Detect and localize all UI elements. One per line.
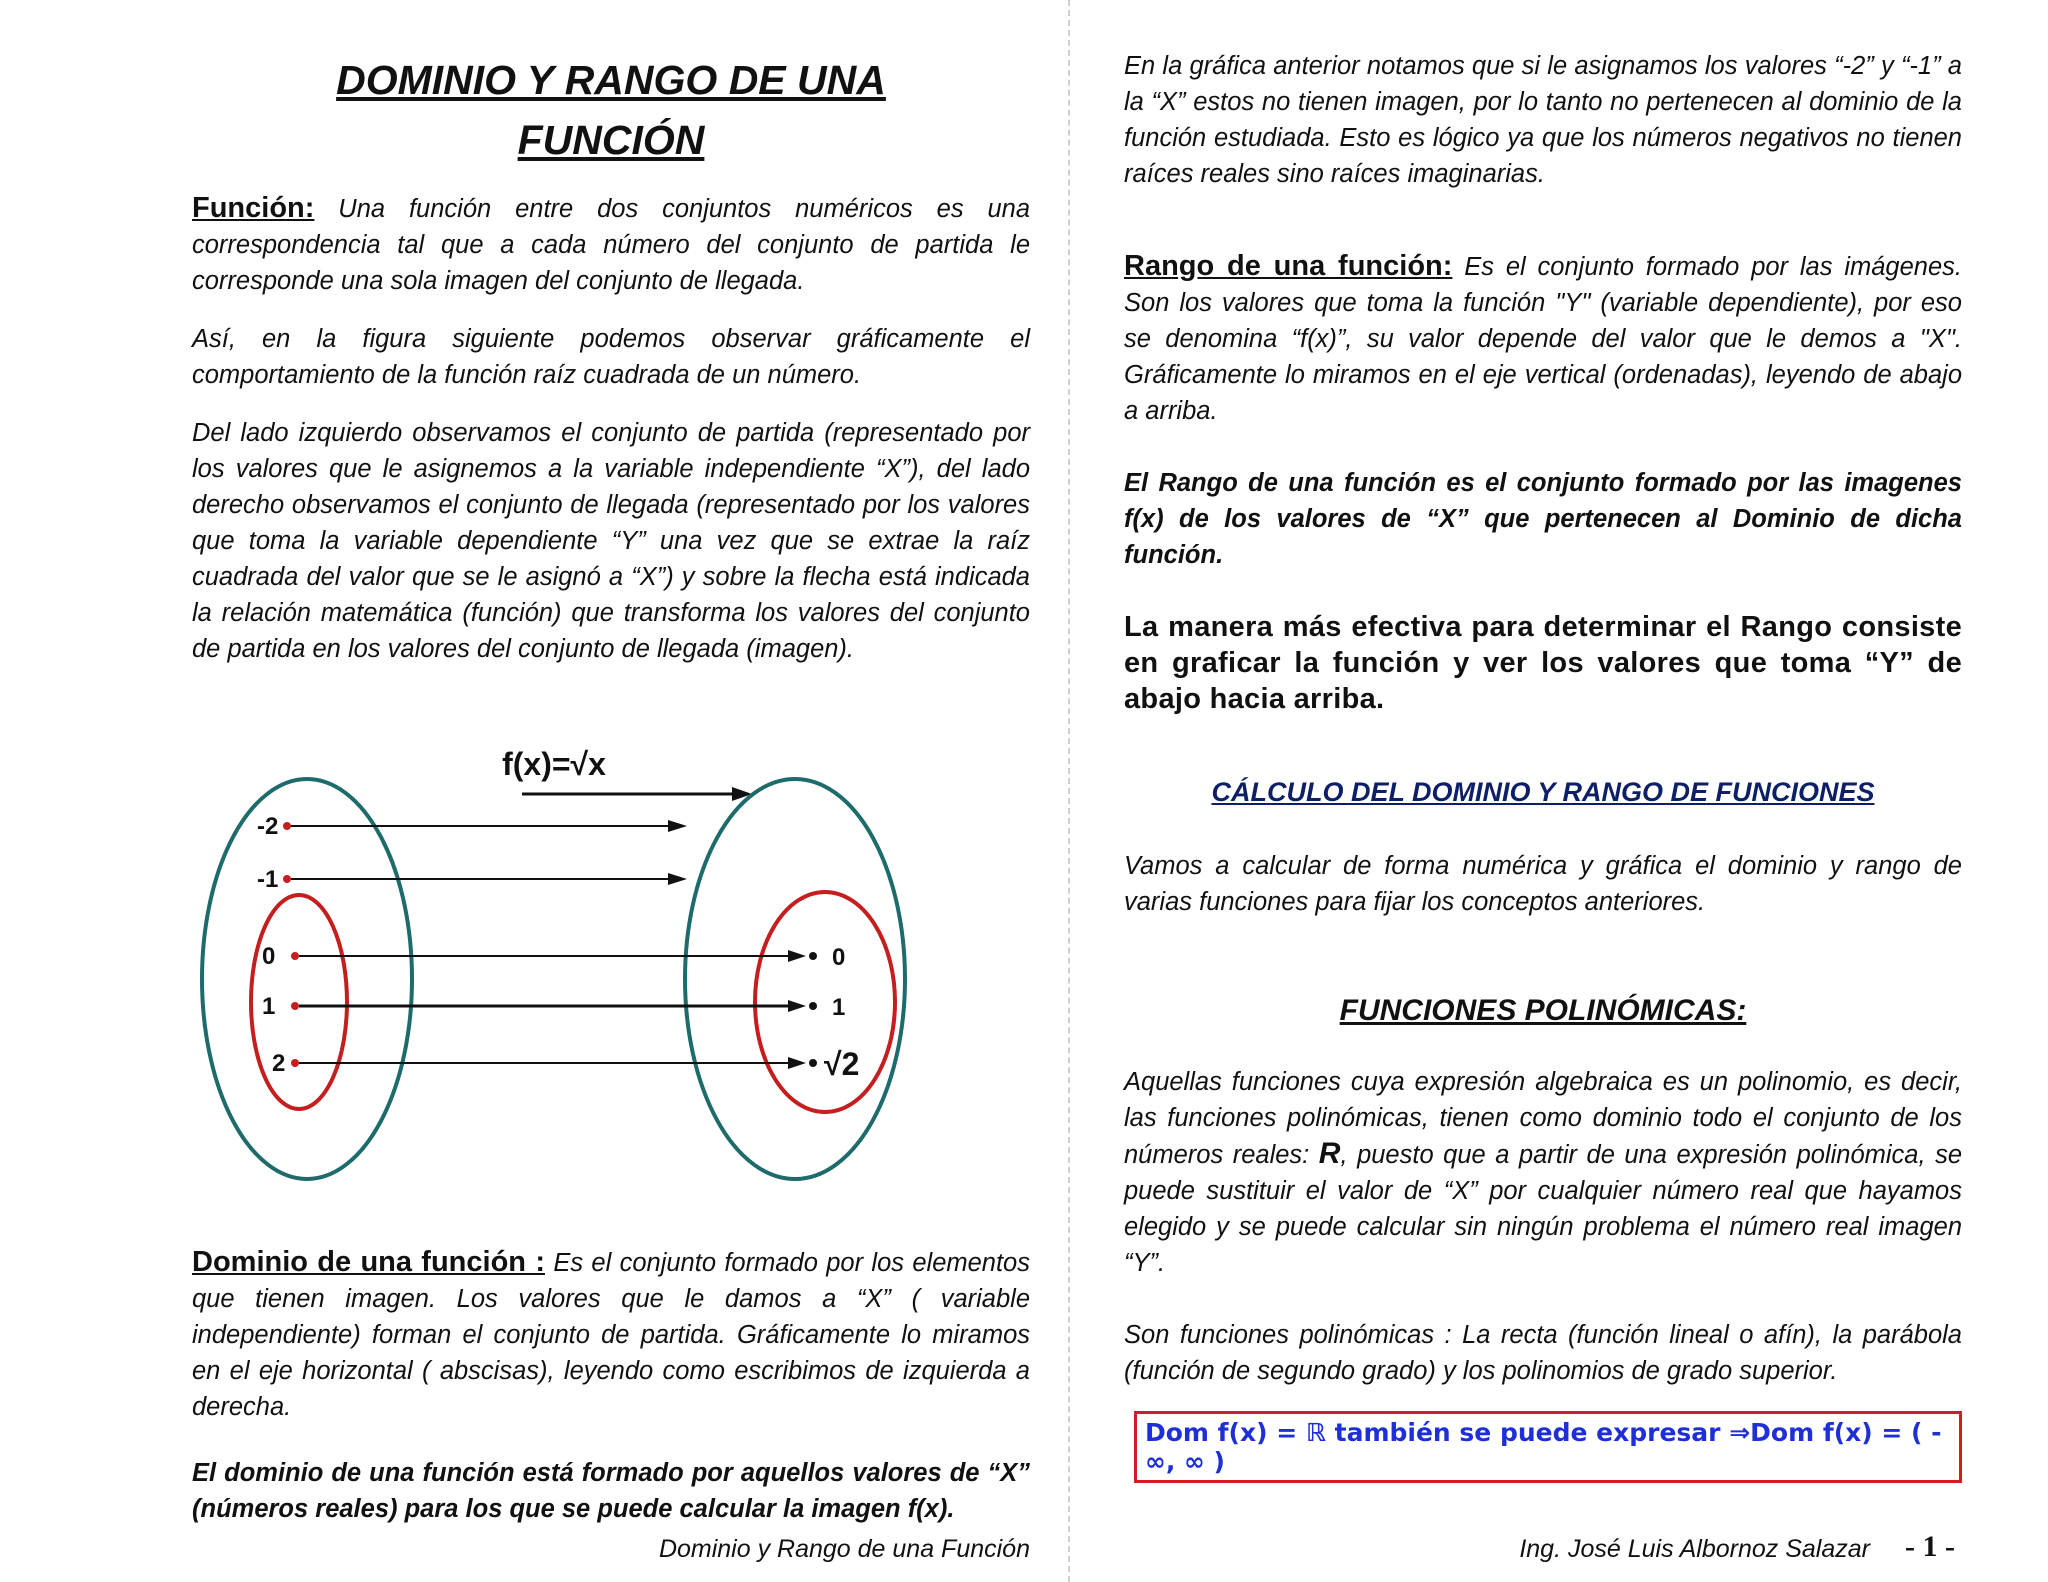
- funcion-term: Función:: [192, 192, 315, 224]
- funcion-paragraph: [192, 190, 1030, 299]
- left-column: [192, 50, 1030, 1549]
- domain-value-neg1: -1: [257, 866, 279, 893]
- page-title: [192, 50, 1030, 170]
- domain-formula-box: Dom f(x) = ℝ también se puede expresar ⇒Dom f(x) = ( -∞, ∞ ): [1134, 1411, 1962, 1483]
- rango-definition: El Rango de una función es el conjunto formado por las imagenes f(x) de los valores de “X” que pertenecen al Dominio de dicha función.: [1124, 469, 1962, 569]
- domain-value-1: 1: [262, 993, 276, 1020]
- footer-title: Dominio y Rango de una Función: [658, 1535, 1030, 1563]
- description-paragraph: Del lado izquierdo observamos el conjunto de partida (representado por los valores que le asignemos a la variable independiente “X”), del lado derecho observamos el conjunto de llegada (representado por los valores que toma la variable dependiente “Y” una vez que se extrae la raíz cuadrada del valor que se le asignó a “X”) y sobre la flecha está indicada la relación matemática (función) que transforma los valores del conjunto de partida en los valores del conjunto de llegada (imagen).: [192, 419, 1030, 663]
- range-value-0: 0: [832, 944, 846, 971]
- domain-set-ellipse: [202, 779, 412, 1179]
- calculo-paragraph: Vamos a calcular de forma numérica y gráfica el dominio y rango de varias funciones para fijar los conceptos anteriores.: [1124, 852, 1962, 916]
- domain-value-2: 2: [272, 1050, 286, 1077]
- mapping-arrows: [283, 820, 817, 1069]
- title-line-2: FUNCIÓN: [517, 117, 705, 163]
- rango-paragraph: [1124, 248, 1962, 429]
- dominio-paragraph: [192, 1244, 1030, 1425]
- right-column: [1124, 48, 1962, 1483]
- polinomicas-text-b: , puesto que a partir de una expresión polinómica, se puede sustituir el valor de “X” por cualquier número real que hayamos elegido y se puede calcular sin ningún problema el número real imagen “Y”.: [1124, 1141, 1963, 1277]
- page-divider: [1068, 0, 1070, 1582]
- dominio-definition: El dominio de una función está formado por aquellos valores de “X” (números reales) para los que se puede calcular la imagen f(x).: [192, 1459, 1030, 1523]
- page-number: - 1 -: [1905, 1530, 1955, 1563]
- formula-label: f(x)=√x: [502, 746, 606, 782]
- range-value-sqrt2: √2: [824, 1046, 860, 1082]
- dominio-text: Es el conjunto formado por los elementos que tienen imagen. Los valores que le damos a “X” ( variable independiente) forman el conjunto de partida. Gráficamente lo miramos en el eje horizontal ( abscisas), leyendo como escribimos de izquierda a derecha.: [192, 1249, 1030, 1421]
- polinomicas-paragraph: [1124, 1064, 1962, 1281]
- polinomicas-text-a: Aquellas funciones cuya expresión algebraica es un polinomio, es decir, las funciones polinómicas, tienen como dominio todo el conjunto de los números reales:: [1124, 1068, 1962, 1169]
- funcion-text: Una función entre dos conjuntos numéricos es una correspondencia tal que a cada número del conjunto de partida le corresponde una sola imagen del conjunto de llegada.: [192, 195, 1030, 295]
- range-value-1: 1: [832, 994, 846, 1021]
- range-set-ellipse: [685, 779, 905, 1179]
- dominio-term: Dominio de una función :: [192, 1246, 545, 1278]
- reals-symbol: R: [1318, 1137, 1341, 1170]
- domain-value-0: 0: [262, 943, 276, 970]
- polinomicas-heading: FUNCIONES POLINÓMICAS:: [1339, 994, 1747, 1027]
- intro-paragraph: Así, en la figura siguiente podemos observar gráficamente el comportamiento de la función raíz cuadrada de un número.: [192, 325, 1030, 389]
- title-line-1: DOMINIO Y RANGO DE UNA: [336, 57, 886, 103]
- footer-author: Ing. José Luis Albornoz Salazar: [1519, 1535, 1870, 1563]
- domain-value-neg2: -2: [257, 813, 279, 840]
- polinomicas-examples: Son funciones polinómicas : La recta (función lineal o afín), la parábola (función de segundo grado) y los polinomios de grado superior.: [1124, 1321, 1962, 1385]
- rango-method: La manera más efectiva para determinar el Rango consiste en graficar la función y ver los valores que toma “Y” de abajo hacia arriba.: [1124, 611, 1962, 715]
- rango-term: Rango de una función:: [1124, 250, 1453, 282]
- sqrt-function-diagram: [192, 709, 1030, 1209]
- calculo-heading: CÁLCULO DEL DOMINIO Y RANGO DE FUNCIONES: [1211, 777, 1875, 807]
- rango-text: Es el conjunto formado por las imágenes. Son los valores que toma la función "Y" (variable dependiente), por eso se denomina “f(x)”, su valor depende del valor que le demos a "X". Gráficamente lo miramos en el eje vertical (ordenadas), leyendo de abajo a arriba.: [1124, 253, 1962, 425]
- negative-values-paragraph: En la gráfica anterior notamos que si le asignamos los valores “-2” y “-1” a la “X” estos no tienen imagen, por lo tanto no pertenecen al dominio de la función estudiada. Esto es lógico ya que los números negativos no tienen raíces reales sino raíces imaginarias.: [1124, 52, 1962, 188]
